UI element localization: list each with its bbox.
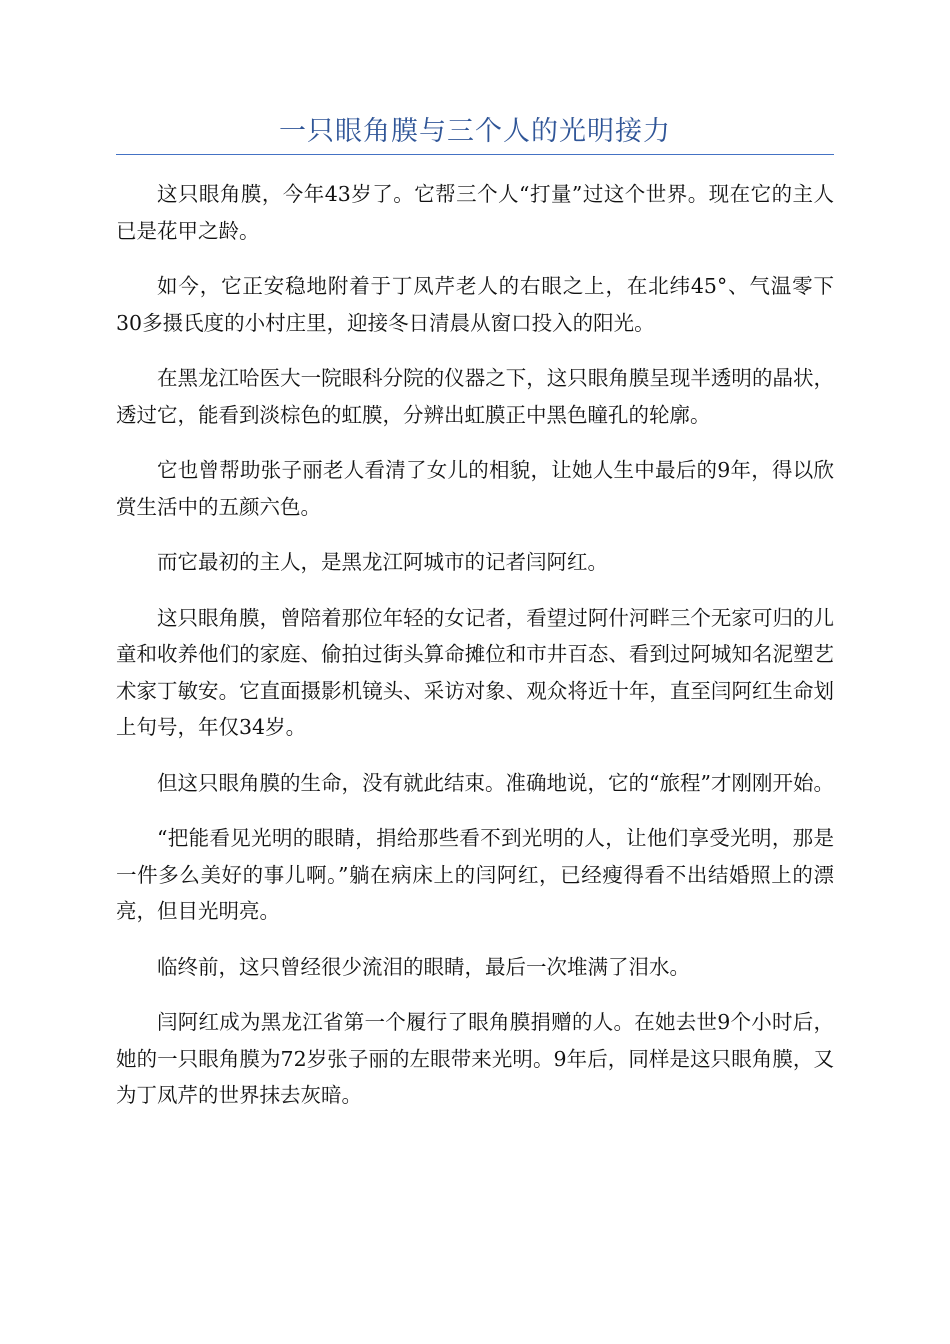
paragraph: 而它最初的主人，是黑龙江阿城市的记者闫阿红。 bbox=[157, 550, 608, 574]
paragraph: 如今，它正安稳地附着于丁凤芹老人的右眼之上，在北纬45°、气温零下30多摄氏度的小村庄里，迎接冬日清晨从窗口投入的阳光。 bbox=[116, 274, 834, 335]
document-body bbox=[116, 176, 834, 1133]
paragraph: 闫阿红成为黑龙江省第一个履行了眼角膜捐赠的人。在她去世9个小时后，她的一只眼角膜为72岁张子丽的左眼带来光明。9年后，同样是这只眼角膜，又为丁凤芹的世界抹去灰暗。 bbox=[116, 1010, 834, 1107]
paragraph: 在黑龙江哈医大一院眼科分院的仪器之下，这只眼角膜呈现半透明的晶状，透过它，能看到淡棕色的虹膜，分辨出虹膜正中黑色瞳孔的轮廓。 bbox=[116, 366, 834, 427]
paragraph: “把能看见光明的眼睛，捐给那些看不到光明的人，让他们享受光明，那是一件多么美好的事儿啊。”躺在病床上的闫阿红，已经瘦得看不出结婚照上的漂亮，但目光明亮。 bbox=[116, 826, 834, 923]
title-underline bbox=[116, 154, 834, 155]
paragraph: 它也曾帮助张子丽老人看清了女儿的相貌，让她人生中最后的9年，得以欣赏生活中的五颜六色。 bbox=[116, 458, 834, 519]
paragraph: 临终前，这只曾经很少流泪的眼睛，最后一次堆满了泪水。 bbox=[157, 954, 690, 979]
paragraph: 但这只眼角膜的生命，没有就此结束。准确地说，它的“旅程”才刚刚开始。 bbox=[157, 770, 834, 795]
document-title: 一只眼角膜与三个人的光明接力 bbox=[279, 116, 671, 147]
paragraph: 这只眼角膜，今年43岁了。它帮三个人“打量”过这个世界。现在它的主人已是花甲之龄。 bbox=[116, 182, 834, 243]
paragraph: 这只眼角膜，曾陪着那位年轻的女记者，看望过阿什河畔三个无家可归的儿童和收养他们的家庭、偷拍过街头算命摊位和市井百态、看到过阿城知名泥塑艺术家丁敏安。它直面摄影机镜头、采访对象、观众将近十年，直至闫阿红生命划上句号，年仅34岁。 bbox=[116, 605, 834, 739]
